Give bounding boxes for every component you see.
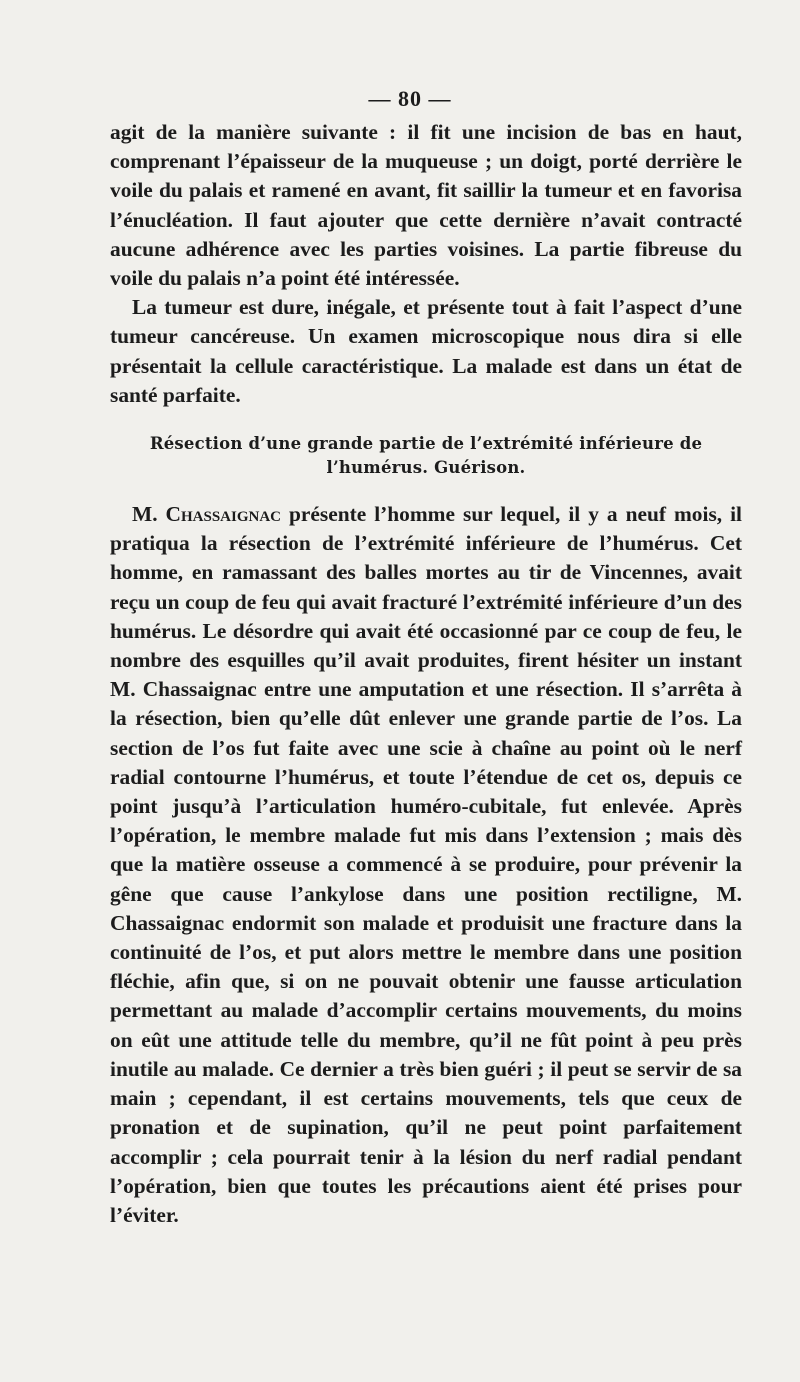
section-heading-line-1: Résection d’une grande partie de l’extrémité inférieure de — [149, 434, 703, 454]
page-number: — 80 — — [368, 86, 452, 111]
paragraph-3-rest: présente l’homme sur lequel, il y a neuf mois, il pratiqua la résection de l’extrémité inférieure de l’humérus. Cet homme, en ramassant des balles mortes au tir de Vincennes, avait reçu un coup de feu qui avait fracturé l’extrémité inférieure d’un des humérus. Le désordre qui avait été occasionné par ce coup de feu, le nombre des esquilles qu’il avait produites, firent hésiter un instant M. Chassaignac entre une amputation et une résection. Il s’arrêta à la résection, bien qu’elle dût enlever une grande partie de l’os. La section de l’os fut faite avec une scie à chaîne au point où le nerf radial contourne l’humérus, et toute l’étendue de cet os, depuis ce point jusqu’à l’articulation huméro-cubitale, fut enlevée. Après l’opération, le membre malade fut mis dans l’extension ; mais dès que la matière osseuse a commencé à se produire, pour prévenir la gêne que cause l’ankylose dans une position rectiligne, M. Chassaignac endormit son malade et produisit une fracture dans la continuité de l’os, et put alors mettre le membre dans une position fléchie, afin que, si on ne pouvait obtenir une fausse articulation permettant au malade d’accomplir certains mouvements, du moins on eût une attitude telle du membre, qu’il ne fût point à peu près inutile au malade. Ce dernier a très bien guéri ; il peut se servir de sa main ; cependant, il est certains mouvements, tels que ceux de pronation et de supination, qu’il ne peut point parfaitement accomplir ; cela pourrait tenir à la lésion du nerf radial pendant l’opération, bien que toutes les précautions aient été prises pour l’éviter. — [110, 502, 742, 1227]
page-body — [110, 118, 742, 1230]
paragraph-resection-case — [110, 500, 742, 1230]
section-heading — [110, 432, 742, 480]
section-heading-line-2: l’humérus. Guérison. — [326, 458, 526, 478]
surgeon-name: Chassaignac — [165, 502, 281, 527]
paragraph-3-start: M. — [132, 502, 166, 527]
paragraph-continuation: agit de la manière suivante : il fit une incision de bas en haut, comprenant l’épaisseur de la muqueuse ; un doigt, porté derrière le voile du palais et ramené en avant, fit saillir la tumeur et en favorisa l’énucléation. Il faut ajouter que cette dernière n’avait contracté aucune adhérence avec les parties voisines. La partie fibreuse du voile du palais n’a point été intéressée. — [110, 120, 742, 291]
paragraph-tumor-description: La tumeur est dure, inégale, et présente tout à fait l’aspect d’une tumeur cancéreuse. Un examen microscopique nous dira si elle présentait la cellule caractéristique. La malade est dans un état de santé parfaite. — [110, 295, 742, 407]
